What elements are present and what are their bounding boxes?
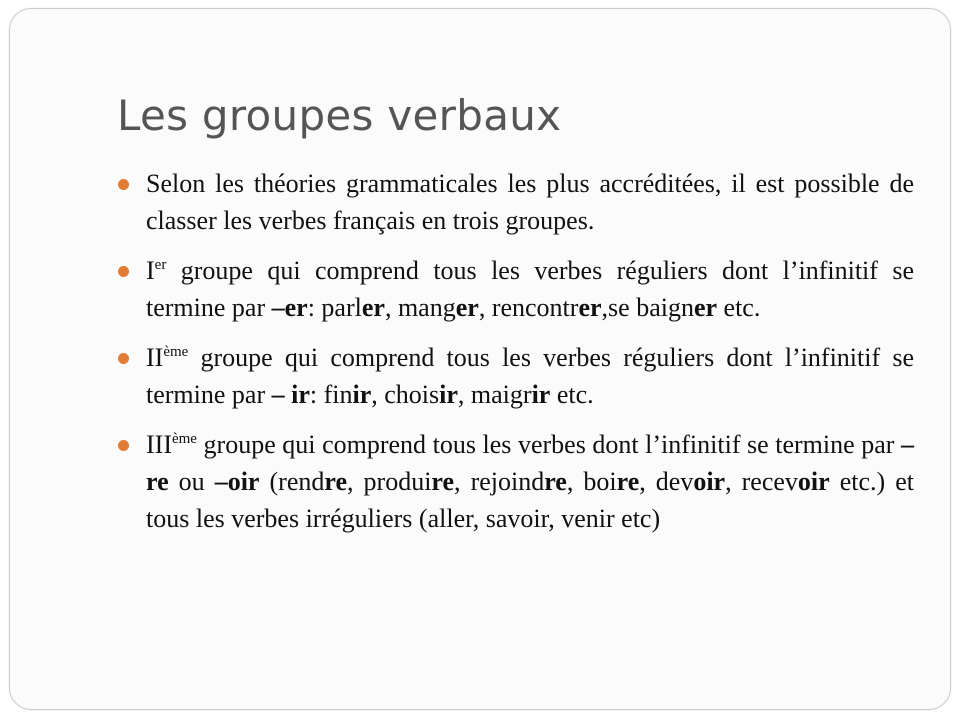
bullet-text: , boi: [566, 467, 617, 496]
verb-ending: ir: [352, 380, 372, 409]
bullet-text: , recev: [725, 467, 798, 496]
bullet-icon: [118, 266, 129, 277]
bullet-text: I: [146, 256, 155, 285]
bullet-text: : parl: [307, 293, 362, 322]
bullet-text: groupe qui comprend tous les verbes réguliers dont l’infinitif se termine par: [146, 343, 914, 409]
bullet-intro: [118, 165, 914, 239]
bullet-list: [118, 165, 914, 550]
verb-ending: oir: [797, 467, 830, 496]
bullet-icon: [118, 353, 129, 364]
bullet-groupe-3: [118, 426, 914, 537]
slide-title: Les groupes verbaux: [117, 91, 562, 140]
bullet-text: (rend: [259, 467, 325, 496]
bullet-text: III: [146, 430, 172, 459]
verb-ending: re: [324, 467, 347, 496]
bullet-icon: [118, 179, 129, 190]
slide-frame: [9, 8, 951, 710]
verb-ending: ir: [531, 380, 551, 409]
verb-ending: re: [544, 467, 567, 496]
verb-ending: re: [616, 467, 640, 496]
verb-ending: oir: [693, 467, 726, 496]
bullet-text: : fin: [309, 380, 353, 409]
bullet-groupe-2: [118, 339, 914, 413]
verb-ending: er: [361, 293, 385, 322]
verb-ending: –re: [146, 430, 914, 496]
verb-ending: er: [455, 293, 479, 322]
bullet-text: ,se baign: [601, 293, 694, 322]
verb-ending: –oir: [214, 467, 260, 496]
bullet-text: , rencontr: [478, 293, 579, 322]
verb-ending: er: [578, 293, 602, 322]
ordinal-suffix: er: [154, 257, 167, 273]
verb-ending: – ir: [271, 380, 310, 409]
bullet-text: groupe qui comprend tous les verbes dont l’infinitif se termine par: [196, 430, 901, 459]
bullet-text: , produi: [347, 467, 432, 496]
bullet-groupe-1: [118, 252, 914, 326]
bullet-text: , maigr: [457, 380, 532, 409]
bullet-icon: [118, 440, 129, 451]
bullet-text: II: [146, 343, 164, 372]
ordinal-suffix: ème: [171, 431, 197, 447]
ordinal-suffix: ème: [163, 344, 189, 360]
bullet-text: groupe qui comprend tous les verbes réguliers dont l’infinitif se termine par: [146, 256, 914, 322]
verb-ending: er: [693, 293, 718, 322]
bullet-text: etc.) et tous les verbes irréguliers (aller, savoir, venir etc): [146, 467, 914, 533]
bullet-text: etc.: [550, 380, 594, 409]
bullet-text: Selon les théories grammaticales les plus accréditées, il est possible de classer les verbes français en trois groupes.: [146, 169, 914, 235]
bullet-text: , mang: [384, 293, 456, 322]
bullet-text: , dev: [639, 467, 694, 496]
bullet-text: ou: [168, 467, 215, 496]
verb-ending: re: [431, 467, 455, 496]
verb-ending: ir: [439, 380, 458, 409]
bullet-text: , chois: [371, 380, 440, 409]
bullet-text: etc.: [717, 293, 761, 322]
verb-ending: –er: [271, 293, 308, 322]
bullet-text: , rejoind: [454, 467, 545, 496]
